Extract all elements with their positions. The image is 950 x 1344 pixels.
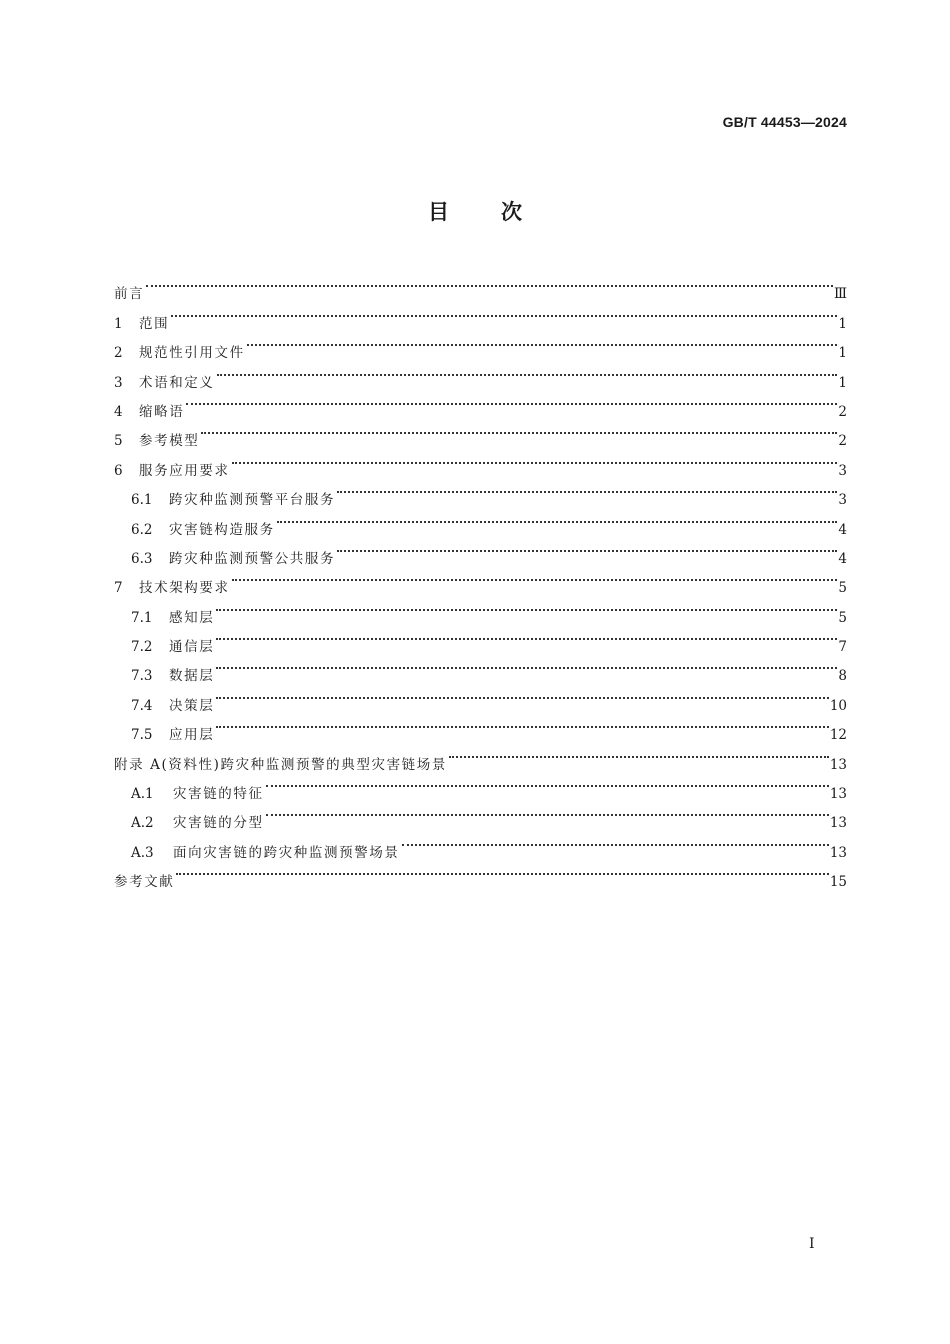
toc-entry-page: 12	[829, 727, 847, 744]
toc-entry-label: 缩略语	[139, 403, 185, 420]
toc-entry-page: 13	[829, 844, 847, 861]
toc-dot-leader	[232, 445, 838, 474]
toc-entry-label: 灾害链构造服务	[169, 521, 275, 538]
toc-entry-label: 服务应用要求	[139, 462, 230, 479]
toc-entry[interactable]	[114, 592, 847, 626]
toc-entry-number: A.2	[131, 815, 154, 832]
toc-entry-label: 附录 A(资料性)跨灾种监测预警的典型灾害链场景	[114, 756, 447, 773]
toc-entry[interactable]	[114, 269, 847, 303]
toc-entry-label: 通信层	[169, 639, 215, 656]
toc-entry-label: 技术架构要求	[139, 580, 230, 597]
toc-dot-leader	[247, 328, 838, 357]
toc-entry-page: 5	[838, 609, 847, 626]
toc-entry-page: 13	[829, 756, 847, 773]
toc-entry-number: 2	[114, 345, 123, 362]
toc-entry[interactable]	[114, 387, 847, 420]
toc-entry-number: A.3	[131, 844, 154, 861]
toc-entry-page: 1	[838, 345, 847, 362]
toc-entry-page: 4	[838, 521, 847, 538]
toc-title: 目次	[428, 200, 574, 224]
toc-entry-label: 规范性引用文件	[139, 345, 245, 362]
toc-entry[interactable]	[114, 622, 847, 656]
toc-entry[interactable]	[114, 416, 847, 450]
toc-entry-label: 应用层	[169, 727, 215, 744]
toc-entry-page: 4	[838, 550, 847, 567]
toc-dot-leader	[337, 475, 837, 504]
toc-entry-page: Ⅲ	[833, 286, 847, 303]
toc-entry-page: 1	[838, 315, 847, 332]
toc-entry-label: 灾害链的特征	[173, 786, 264, 803]
toc-dot-leader	[277, 504, 838, 533]
toc-entry-label: 灾害链的分型	[173, 815, 264, 832]
toc-entry-number: 6.1	[131, 492, 153, 509]
toc-dot-leader	[216, 651, 837, 680]
toc-entry-page: 13	[829, 815, 847, 832]
toc-dot-leader	[201, 416, 837, 445]
toc-entry-number: 7.5	[131, 727, 153, 744]
toc-entry-label: 决策层	[169, 697, 215, 714]
toc-entry-number: 6.3	[131, 550, 153, 567]
toc-entry-label: 感知层	[169, 609, 215, 626]
toc-entry-page: 2	[838, 403, 847, 420]
toc-entry[interactable]	[114, 357, 847, 391]
table-of-contents	[114, 269, 847, 891]
toc-dot-leader	[216, 622, 837, 651]
toc-dot-leader	[146, 269, 833, 298]
toc-entry-label: 范围	[139, 315, 170, 332]
toc-entry-number: 7.1	[131, 609, 153, 626]
toc-entry-page: 1	[838, 374, 847, 391]
toc-entry[interactable]	[114, 857, 847, 891]
toc-dot-leader	[216, 592, 837, 621]
toc-entry-label: 术语和定义	[139, 374, 215, 391]
toc-entry-page: 15	[829, 874, 847, 891]
toc-dot-leader	[232, 563, 838, 592]
toc-entry-number: 7.4	[131, 697, 153, 714]
toc-entry-number: 7.3	[131, 668, 153, 685]
toc-dot-leader	[217, 357, 838, 386]
toc-dot-leader	[216, 680, 829, 709]
toc-entry[interactable]	[114, 680, 847, 714]
toc-entry-number: 6.2	[131, 521, 153, 538]
toc-entry-label: 前言	[114, 286, 145, 303]
toc-entry-page: 5	[838, 580, 847, 597]
toc-entry-page: 10	[829, 697, 847, 714]
toc-dot-leader	[216, 710, 829, 739]
toc-entry-page: 2	[838, 433, 847, 450]
toc-entry-page: 3	[838, 462, 847, 479]
toc-entry-page: 7	[838, 639, 847, 656]
toc-entry[interactable]	[114, 710, 847, 744]
toc-dot-leader	[186, 387, 837, 416]
toc-entry-label: 参考文献	[114, 874, 175, 891]
toc-entry-number: 7	[114, 580, 123, 597]
toc-entry-number: 6	[114, 462, 123, 479]
toc-dot-leader	[449, 739, 829, 768]
toc-dot-leader	[337, 534, 837, 563]
toc-entry-page: 8	[838, 668, 847, 685]
toc-entry-number: 1	[114, 315, 123, 332]
toc-dot-leader	[266, 798, 829, 827]
toc-entry-page: 3	[838, 492, 847, 509]
toc-entry-number: 5	[114, 433, 123, 450]
toc-entry[interactable]	[114, 739, 847, 773]
standard-code: GB/T 44453—2024	[722, 114, 847, 130]
toc-entry[interactable]	[114, 298, 847, 332]
toc-dot-leader	[402, 827, 829, 856]
toc-entry-label: 面向灾害链的跨灾种监测预警场景	[173, 844, 400, 861]
toc-entry-number: 7.2	[131, 639, 153, 656]
toc-entry[interactable]	[114, 651, 847, 685]
toc-dot-leader	[176, 857, 828, 886]
page-number: I	[809, 1236, 815, 1252]
toc-entry-number: A.1	[131, 786, 154, 803]
toc-entry-number: 4	[114, 403, 123, 420]
toc-dot-leader	[171, 298, 837, 327]
toc-entry-label: 数据层	[169, 668, 215, 685]
toc-entry-label: 跨灾种监测预警平台服务	[169, 492, 336, 509]
toc-entry-page: 13	[829, 786, 847, 803]
toc-entry[interactable]	[114, 445, 847, 479]
toc-entry-label: 跨灾种监测预警公共服务	[169, 550, 336, 567]
toc-entry-label: 参考模型	[139, 433, 200, 450]
toc-dot-leader	[266, 769, 829, 798]
toc-entry-number: 3	[114, 374, 123, 391]
toc-entry[interactable]	[114, 328, 847, 362]
